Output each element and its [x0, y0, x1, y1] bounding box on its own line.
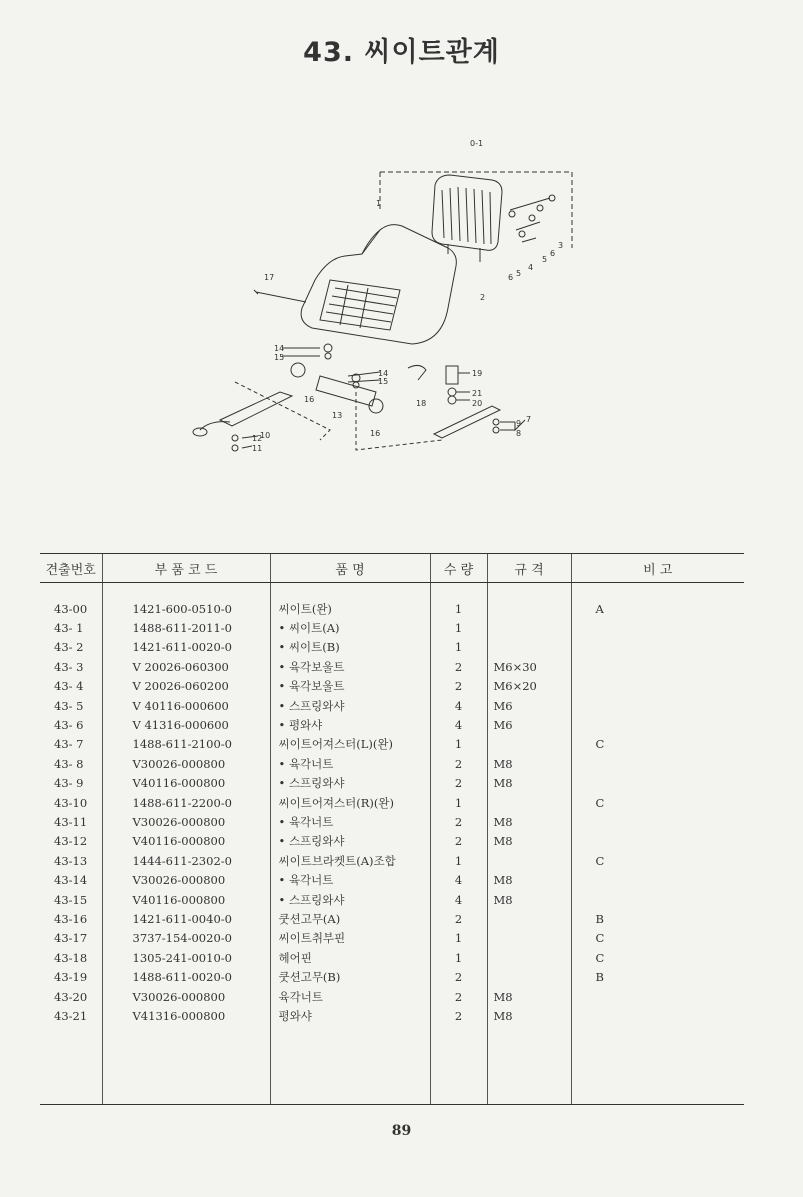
table-row [40, 832, 744, 851]
svg-text:2: 2 [480, 293, 486, 302]
header-part-name: 품 명 [270, 554, 430, 583]
svg-text:18: 18 [416, 399, 427, 408]
table-row [40, 677, 744, 696]
part-code-cell: 1421-611-0040-0 [102, 909, 270, 928]
item-no-cell: 43- 4 [54, 679, 84, 694]
table-row [40, 638, 744, 657]
part-code-cell: V 41316-000600 [102, 715, 270, 734]
part-code-cell: 1444-611-2302-0 [102, 851, 270, 870]
part-name-cell: 육각너트 [270, 987, 430, 1006]
blank-cell [571, 1026, 744, 1105]
part-name-cell: • 육각너트 [270, 754, 430, 773]
quantity-cell: 1 [430, 929, 487, 948]
svg-text:12: 12 [252, 434, 263, 443]
part-code-cell: 1305-241-0010-0 [102, 948, 270, 967]
part-code-cell: V30026-000800 [102, 870, 270, 889]
part-code-cell: 1421-611-0020-0 [102, 638, 270, 657]
part-code-cell: 1488-611-2100-0 [102, 735, 270, 754]
item-no-cell: 43-16 [54, 911, 88, 926]
table-row [40, 851, 744, 870]
spec-cell: M8 [487, 890, 571, 909]
part-code-cell: V40116-000800 [102, 890, 270, 909]
part-name-cell: • 스프링와샤 [270, 774, 430, 793]
spec-cell [487, 583, 571, 619]
table-row [40, 583, 744, 619]
part-name-cell: 씨이트어져스터(R)(완) [270, 793, 430, 812]
part-name-cell: • 씨이트(A) [270, 618, 430, 637]
spec-cell [487, 793, 571, 812]
part-code-cell: 1488-611-2011-0 [102, 618, 270, 637]
svg-text:10: 10 [260, 431, 271, 440]
spec-cell [487, 909, 571, 928]
spec-cell [487, 638, 571, 657]
svg-text:15: 15 [378, 377, 389, 386]
spec-cell: M8 [487, 812, 571, 831]
remark-cell: C [571, 735, 744, 754]
quantity-cell: 4 [430, 696, 487, 715]
quantity-cell: 2 [430, 677, 487, 696]
header-quantity: 수 량 [430, 554, 487, 583]
part-name-cell: • 육각보울트 [270, 657, 430, 676]
svg-text:1: 1 [376, 199, 382, 208]
svg-text:9: 9 [516, 419, 522, 428]
remark-cell: C [571, 793, 744, 812]
quantity-cell: 2 [430, 774, 487, 793]
item-no-cell: 43-14 [54, 873, 88, 888]
item-no-cell: 43-15 [54, 892, 88, 907]
svg-text:4: 4 [528, 263, 534, 272]
spec-cell: M8 [487, 870, 571, 889]
remark-cell [571, 987, 744, 1006]
quantity-cell: 2 [430, 832, 487, 851]
svg-text:17: 17 [264, 273, 275, 282]
part-name-cell: • 육각보울트 [270, 677, 430, 696]
item-no-cell: 43-11 [54, 814, 88, 829]
table-blank-row [40, 1026, 744, 1105]
part-name-cell: • 평와샤 [270, 715, 430, 734]
part-name-cell: • 스프링와샤 [270, 832, 430, 851]
part-name-cell: 헤어핀 [270, 948, 430, 967]
remark-cell [571, 657, 744, 676]
remark-cell: C [571, 948, 744, 967]
item-no-cell: 43-00 [54, 601, 88, 616]
quantity-cell: 1 [430, 793, 487, 812]
spec-cell: M6×30 [487, 657, 571, 676]
spec-cell: M8 [487, 832, 571, 851]
part-name-cell: 씨이트어져스터(L)(완) [270, 735, 430, 754]
remark-cell [571, 832, 744, 851]
spec-cell: M8 [487, 987, 571, 1006]
table-row [40, 735, 744, 754]
part-name-cell: • 스프링와샤 [270, 890, 430, 909]
quantity-cell: 2 [430, 987, 487, 1006]
table-row [40, 948, 744, 967]
spec-cell [487, 967, 571, 986]
spec-cell [487, 929, 571, 948]
remark-cell [571, 677, 744, 696]
svg-text:5: 5 [542, 255, 548, 264]
remark-cell [571, 774, 744, 793]
header-item-no: 견출번호 [40, 554, 102, 583]
svg-text:6: 6 [508, 273, 514, 282]
quantity-cell: 2 [430, 967, 487, 986]
page-title: 43. 씨이트관계 [303, 37, 500, 68]
item-no-cell: 43-10 [54, 795, 88, 810]
remark-cell [571, 638, 744, 657]
table-row [40, 967, 744, 986]
table-row [40, 774, 744, 793]
item-no-cell: 43-13 [54, 853, 88, 868]
table-row [40, 870, 744, 889]
item-no-cell: 43-12 [54, 834, 88, 849]
remark-cell: B [571, 909, 744, 928]
spec-cell [487, 618, 571, 637]
part-code-cell: 1488-611-0020-0 [102, 967, 270, 986]
svg-text:3: 3 [558, 241, 564, 250]
part-name-cell: 쿳션고무(A) [270, 909, 430, 928]
spec-cell: M6×20 [487, 677, 571, 696]
parts-table [40, 553, 744, 1105]
svg-text:14: 14 [274, 344, 285, 353]
part-name-cell: • 육각너트 [270, 812, 430, 831]
table-row [40, 696, 744, 715]
remark-cell [571, 1006, 744, 1025]
table-header-row [40, 554, 744, 583]
part-code-cell: V30026-000800 [102, 987, 270, 1006]
remark-cell [571, 618, 744, 637]
svg-text:0-1: 0-1 [470, 139, 484, 148]
svg-text:20: 20 [472, 399, 483, 408]
spec-cell: M8 [487, 754, 571, 773]
quantity-cell: 1 [430, 618, 487, 637]
part-name-cell: 씨이트브라켓트(A)조합 [270, 851, 430, 870]
remark-cell: B [571, 967, 744, 986]
item-no-cell: 43- 6 [54, 718, 84, 733]
part-code-cell: V30026-000800 [102, 812, 270, 831]
quantity-cell: 1 [430, 583, 487, 619]
quantity-cell: 4 [430, 715, 487, 734]
item-no-cell: 43-20 [54, 989, 88, 1004]
part-code-cell: V 40116-000600 [102, 696, 270, 715]
item-no-cell: 43- 5 [54, 698, 84, 713]
table-row [40, 618, 744, 637]
item-no-cell: 43-19 [54, 970, 88, 985]
part-code-cell: V40116-000800 [102, 774, 270, 793]
table-row [40, 909, 744, 928]
spec-cell [487, 948, 571, 967]
quantity-cell: 1 [430, 735, 487, 754]
quantity-cell: 2 [430, 909, 487, 928]
svg-text:15: 15 [274, 353, 285, 362]
svg-text:13: 13 [332, 411, 343, 420]
part-name-cell: 평와샤 [270, 1006, 430, 1025]
blank-cell [102, 1026, 270, 1105]
remark-cell [571, 812, 744, 831]
item-no-cell: 43- 1 [54, 621, 84, 636]
spec-cell [487, 735, 571, 754]
remark-cell [571, 890, 744, 909]
spec-cell: M6 [487, 696, 571, 715]
part-code-cell: 1421-600-0510-0 [102, 583, 270, 619]
page-number: 89 [391, 1123, 412, 1139]
svg-text:14: 14 [378, 369, 389, 378]
table-row [40, 987, 744, 1006]
item-no-cell: 43- 7 [54, 737, 84, 752]
svg-text:16: 16 [304, 395, 315, 404]
part-name-cell: • 스프링와샤 [270, 696, 430, 715]
table-row [40, 929, 744, 948]
item-no-cell: 43- 2 [54, 640, 84, 655]
quantity-cell: 4 [430, 890, 487, 909]
seat-exploded-drawing [180, 130, 580, 470]
table-row [40, 1006, 744, 1025]
svg-text:7: 7 [526, 415, 532, 424]
svg-text:8: 8 [516, 429, 522, 438]
part-code-cell: V41316-000800 [102, 1006, 270, 1025]
item-no-cell: 43- 3 [54, 659, 84, 674]
blank-cell [430, 1026, 487, 1105]
table-row [40, 754, 744, 773]
table-row [40, 657, 744, 676]
remark-cell [571, 715, 744, 734]
spec-cell: M8 [487, 774, 571, 793]
header-part-code: 부 품 코 드 [102, 554, 270, 583]
svg-text:11: 11 [252, 444, 263, 453]
quantity-cell: 2 [430, 657, 487, 676]
quantity-cell: 2 [430, 1006, 487, 1025]
remark-cell: C [571, 851, 744, 870]
part-name-cell: • 육각너트 [270, 870, 430, 889]
part-code-cell: 1488-611-2200-0 [102, 793, 270, 812]
blank-cell [270, 1026, 430, 1105]
svg-text:5: 5 [516, 269, 522, 278]
blank-cell [487, 1026, 571, 1105]
part-code-cell: V30026-000800 [102, 754, 270, 773]
part-name-cell: 씨이트취부핀 [270, 929, 430, 948]
quantity-cell: 1 [430, 851, 487, 870]
part-code-cell: V 20026-060200 [102, 677, 270, 696]
spec-cell: M6 [487, 715, 571, 734]
quantity-cell: 4 [430, 870, 487, 889]
quantity-cell: 2 [430, 812, 487, 831]
part-name-cell: 쿳션고무(B) [270, 967, 430, 986]
quantity-cell: 1 [430, 948, 487, 967]
part-code-cell: 3737-154-0020-0 [102, 929, 270, 948]
remark-cell [571, 870, 744, 889]
part-code-cell: V 20026-060300 [102, 657, 270, 676]
svg-text:6: 6 [550, 249, 556, 258]
svg-text:19: 19 [472, 369, 483, 378]
remark-cell [571, 754, 744, 773]
table-row [40, 812, 744, 831]
remark-cell: C [571, 929, 744, 948]
item-no-cell: 43-21 [54, 1008, 88, 1023]
header-spec: 규 격 [487, 554, 571, 583]
quantity-cell: 1 [430, 638, 487, 657]
item-no-cell: 43- 8 [54, 756, 84, 771]
item-no-cell: 43- 9 [54, 776, 84, 791]
svg-text:16: 16 [370, 429, 381, 438]
svg-text:21: 21 [472, 389, 483, 398]
item-no-cell: 43-17 [54, 931, 88, 946]
item-no-cell: 43-18 [54, 950, 88, 965]
part-code-cell: V40116-000800 [102, 832, 270, 851]
table-row [40, 793, 744, 812]
spec-cell [487, 851, 571, 870]
spec-cell: M8 [487, 1006, 571, 1025]
part-name-cell: • 씨이트(B) [270, 638, 430, 657]
remark-cell [571, 696, 744, 715]
table-row [40, 715, 744, 734]
part-name-cell: 씨이트(완) [270, 583, 430, 619]
blank-cell [40, 1026, 102, 1105]
header-remark: 비 고 [571, 554, 744, 583]
table-row [40, 890, 744, 909]
quantity-cell: 2 [430, 754, 487, 773]
remark-cell: A [571, 583, 744, 619]
seat-exploded-diagram [180, 130, 580, 470]
